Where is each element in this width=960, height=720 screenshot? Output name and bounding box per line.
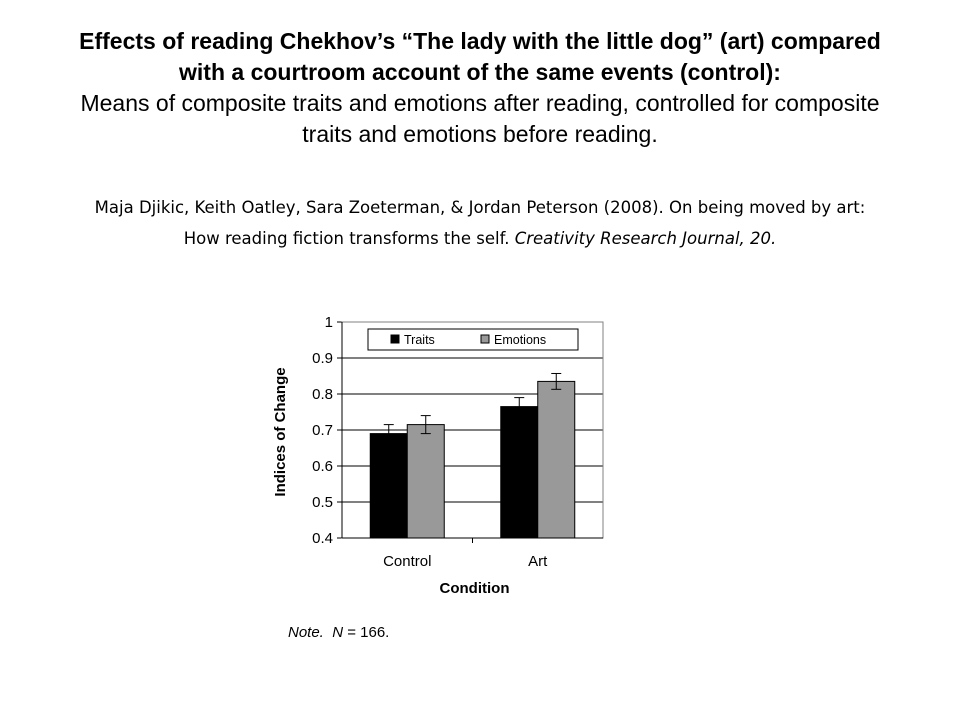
y-tick-label: 0.9 (312, 350, 333, 367)
legend-label-traits: Traits (404, 333, 435, 347)
y-tick-label: 0.6 (312, 458, 333, 475)
bar-emotions-art (538, 381, 575, 538)
note-text: = 166. (347, 624, 390, 641)
title-line-2: with a courtroom account of the same events (control): (179, 59, 781, 85)
note (288, 624, 389, 641)
bar-emotions-control (407, 425, 444, 538)
y-tick-label: 1 (324, 314, 333, 331)
y-tick-label: 0.5 (312, 494, 333, 511)
legend-label-emotions: Emotions (494, 333, 547, 347)
y-tick-label: 0.4 (312, 530, 333, 547)
note-label: Note. (288, 624, 324, 641)
citation-journal: Creativity Research Journal, 20. (514, 229, 777, 248)
x-tick-label: Art (528, 553, 548, 570)
y-axis-title: Indices of Change (272, 367, 289, 497)
legend-swatch-traits (391, 335, 399, 343)
subtitle-line-1: Means of composite traits and emotions after reading, controlled for composite (80, 90, 880, 116)
title-line-1: Effects of reading Chekhov’s “The lady with the little dog” (art) compared (79, 28, 881, 54)
x-tick-label: Control (383, 553, 432, 570)
bar-traits-art (501, 407, 538, 538)
citation-line-1: Maja Djikic, Keith Oatley, Sara Zoeterman, & Jordan Peterson (2008). On being moved by art: (94, 198, 866, 217)
y-tick-label: 0.8 (312, 386, 333, 403)
citation-article: How reading fiction transforms the self. (183, 229, 510, 248)
note-n-symbol: N (332, 624, 344, 641)
bar-traits-control (370, 434, 407, 538)
x-axis-title: Condition (439, 580, 510, 597)
y-tick-label: 0.7 (312, 422, 333, 439)
subtitle-line-2: traits and emotions before reading. (302, 121, 658, 147)
legend-swatch-emotions (481, 335, 489, 343)
